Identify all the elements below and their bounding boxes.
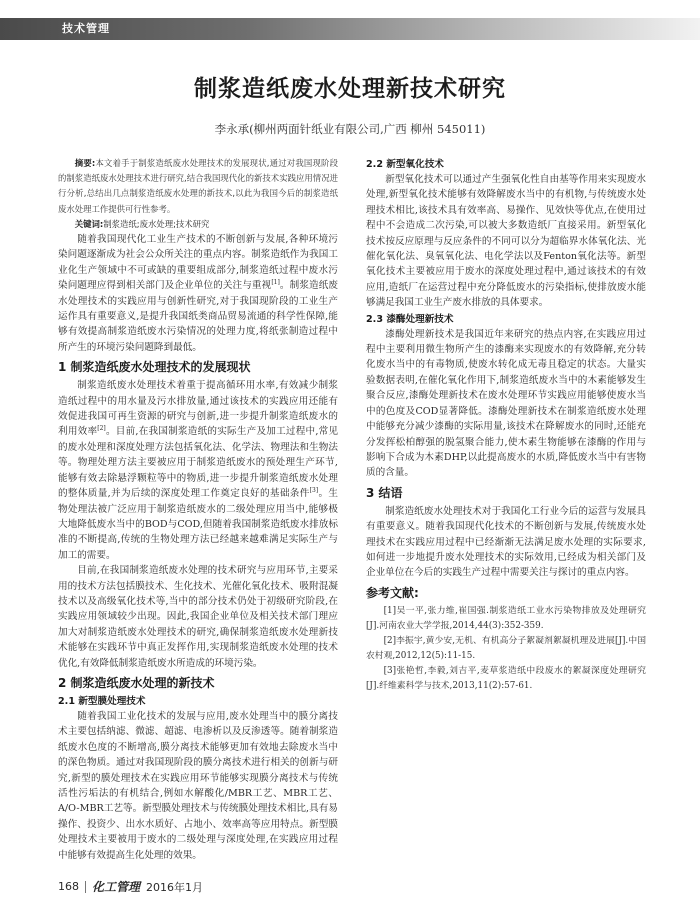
subsection-2-3-paragraph: 漆酶处理新技术是我国近年来研究的热点内容,在实践应用过程中主要利用微生物所产生的漆酶来实现废水的有效降解,充分转化废水当中的有毒物质,使废水转化成无毒且稳定的状态。大量实验数据表明,在催化氧化作用下,制浆造纸废水当中的木素能够发生聚合反应,漆酶处理新技术在废水处理环节实践应用能够使废水当中的色度及COD显著降低。漆酶处理新技术在制浆造纸废水处理中能够充分减少漆酶的实际用量,该技术在降解废水的同时,还能充分发挥松柏醇强的脱氢聚合能力,使木素生物能够在漆酶的作用与影响下合成为木素DHP,以此提高废水的水质,降低废水当中有害物质的含量。 (366, 328, 646, 479)
abstract-label: 摘要: (74, 158, 96, 168)
section-1-paragraph-1 (58, 378, 338, 563)
subsection-2-2-heading: 2.2 新型氧化技术 (366, 159, 444, 170)
keywords-text: 制浆造纸;废水处理;技术研究 (103, 218, 210, 229)
reference-item: [1]吴一平,张力维,崔国强.制浆造纸工业水污染物排放及处理研究[J].河南农业大学学报,2014,44(3):352-359. (366, 605, 646, 631)
section-label: 技术管理 (62, 22, 110, 35)
page-number: 168 (58, 880, 79, 893)
section-1-text-cont: 。目前,在我国制浆造纸的实际生产及加工过程中,常见的废水处理和深度处理方法包括氧化法、化学法、物理法和生物法等。物理处理方法主要被应用于制浆造纸废水的预处理生产环节,能够有效去除悬浮颗粒等中的物质,进一步提升制浆造纸废水处理的整体质量,并为后续的深度处理工作奠定良好的基础条件 (58, 426, 338, 500)
reference-item: [3]张艳哲,李毅,刘吉平,麦草浆造纸中段废水的絮凝深度处理研究[J].纤维素科学与技术,2013,11(2):57-61. (366, 665, 646, 691)
issue-date: 2016年1月 (146, 880, 204, 894)
section-1-heading: 1 制浆造纸废水处理技术的发展现状 (58, 360, 251, 375)
magazine-name: 化工管理 (92, 880, 141, 894)
left-column (58, 156, 338, 868)
abstract (58, 156, 338, 217)
subsection-2-2-paragraph: 新型氧化技术可以通过产生强氧化性自由基等作用来实现废水处理,新型氧化技术能够有效降解废水当中的有机物,与传统废水处理技术相比,该技术具有效率高、易操作、见效快等优点,在使用过程中不会造成二次污染,可以被大多数造纸厂直接采用。新型氧化技术按反应原理与反应条件的不同可以分为超临界水体氧化法、光催化氧化法、臭氧氧化法、电化学法以及Fenton氧化法等。新型氧化技术主要被应用于废水的深度处理过程中,通过该技术的有效应用,造纸厂在运营过程中充分降低废水的污染指标,使排放废水能够满足我国工业生产废水排放的具体要求。 (366, 174, 646, 309)
section-2-heading: 2 制浆造纸废水处理的新技术 (58, 675, 215, 690)
references-heading: 参考文献: (366, 585, 419, 600)
reference-list (366, 604, 646, 694)
subsection-2-3-heading: 2.3 漆酶处理新技术 (366, 313, 454, 325)
author-byline: 李永承(柳州两面针纸业有限公司,广西 柳州 545011) (214, 122, 486, 136)
right-column (366, 156, 646, 868)
citation: [1] (271, 279, 280, 287)
keywords-label: 关键词: (74, 218, 104, 229)
intro-text-cont: 。制浆造纸废水处理技术的实践应用与创新性研究,对于我国现阶段的工业生产运作具有重要意义,是提升我国纸类商品贸易流通的科学性保障,能够有效提高制浆造纸废水污染情况的处理力度,将纸张制造过程中所产生的环境污染问题降到最低。 (58, 280, 338, 353)
citation: [2] (97, 425, 106, 433)
page-footer (58, 878, 203, 895)
reference-item: [2]李振宇,黄少安,无机、有机高分子絮凝剂絮凝机理及进展[J].中国农村观,2012,12(5):11-15. (366, 635, 646, 661)
section-1-paragraph-2: 目前,在我国制浆造纸废水处理的技术研究与应用环节,主要采用的技术方法包括膜技术、生化技术、光催化氧化技术、吸附混凝技术以及高级氧化技术等,当中的部分技术仍处于初级研究阶段,在实践应用领域较少出现。因此,我国企业单位及相关技术部门理应加大对制浆造纸废水处理技术的研究,确保制浆造纸废水处理新技术能够在实践环节中真正发挥作用,实现制浆造纸废水处理的技术优化,有效降低制浆造纸废水所造成的环境污染。 (58, 565, 338, 669)
intro-text: 随着我国现代化工业生产技术的不断创新与发展,各种环境污染问题逐渐成为社会公众所关注的重点内容。制浆造纸作为我国工业化生产领域中不可或缺的重要组成部分,制浆造纸过程中废水污染问题理应得到相关部门及企业单位的关注与重视 (58, 234, 338, 292)
section-1-text-end: 。生物处理法被广泛应用于制浆造纸废水的二级处理应用当中,能够极大地降低废水当中的BOD与COD,但随着我国制浆造纸废水排放标准的不断提高,传统的生物处理方法已经越来越难满足实际生产与加工的需要。 (58, 488, 338, 561)
section-1-text: 制浆造纸废水处理技术着重于提高循环用水率,有效减少制浆造纸过程中的用水量及污水排放量,通过该技术的实践应用还能有效促进我国可再生资源的研究与创新,进一步提升制浆造纸废水的利用效率 (58, 380, 338, 438)
intro-paragraph (58, 232, 338, 355)
section-3-heading: 3 结语 (366, 485, 403, 500)
article-title: 制浆造纸废水处理新技术研究 (194, 76, 506, 102)
section-3-paragraph: 制浆造纸废水处理技术对于我国化工行业今后的运营与发展具有重要意义。随着我国现代化技术的不断创新与发展,传统废水处理技术在实践应用过程中已经渐渐无法满足废水处理的实际要求,如何进一步地提升废水处理技术的实际效用,已经成为相关部门及企业单位在今后的实践生产过程中需要关注与探讨的重点内容。 (366, 505, 646, 579)
subsection-2-1-paragraph: 随着我国工业化技术的发展与应用,废水处理当中的膜分离技术主要包括纳滤、微滤、超滤、电渗析以及反渗透等。随着制浆造纸废水色度的不断增高,膜分离技术能够更加有效地去除废水当中的深色物质。通过对我国现阶段的膜分离技术进行相关的创新与研究,新型的膜处理技术在实践应用环节能够实现膜分离技术与传统活性污垢法的有机结合,例如水解酸化/MBR工艺、MBR工艺、A/O-MBR工艺等。新型膜处理技术与传统膜处理技术相比,具有易操作、投资少、出水水质好、占地小、效率高等应用特点。新型膜处理技术主要被用于废水的二级处理与深度处理,在实践应用过程中能够有效提高生化处理的效果。 (58, 710, 338, 861)
subsection-2-1-heading: 2.1 新型膜处理技术 (58, 695, 146, 707)
citation: [3] (309, 486, 319, 494)
footer-divider (85, 881, 86, 893)
keywords (58, 217, 338, 232)
abstract-text: 本文着手于制浆造纸废水处理技术的发展现状,通过对我国现阶段的制浆造纸废水处理技术进行研究,结合我国现代化的新技术实践应用情况进行分析,总结出几点制浆造纸废水处理的新技术,以此为我国今后的制浆造纸废水处理工作提供可行性参考。 (58, 158, 338, 214)
